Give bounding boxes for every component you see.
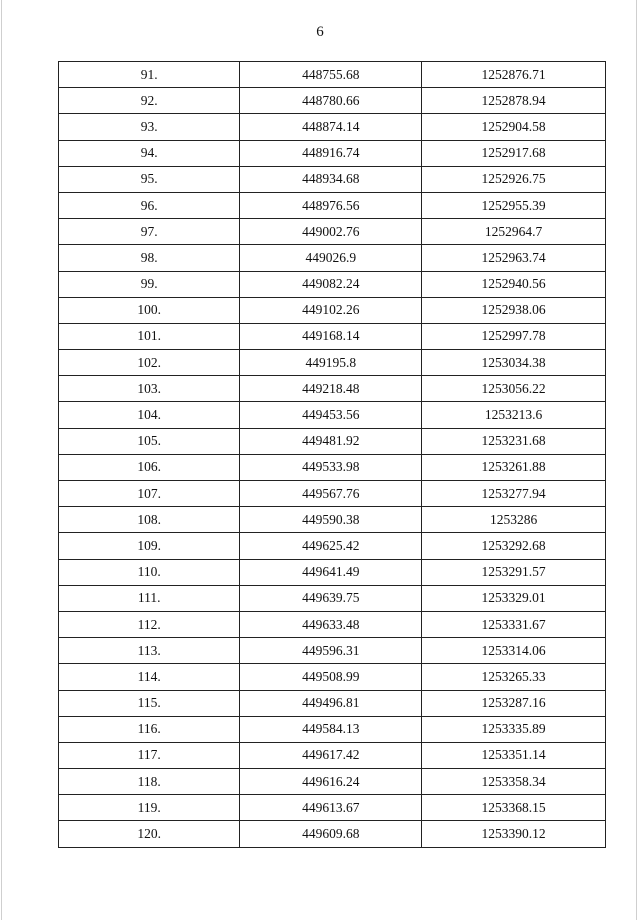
point-number-cell: 114. [59,664,240,690]
y-coordinate-cell: 1253390.12 [422,821,606,847]
table-row [59,716,606,742]
x-coordinate-cell: 448916.74 [240,140,422,166]
table-row [59,559,606,585]
x-coordinate-cell: 448780.66 [240,88,422,114]
point-number-cell: 99. [59,271,240,297]
point-number-cell: 112. [59,611,240,637]
table-row [59,690,606,716]
point-number-cell: 93. [59,114,240,140]
point-number-cell: 111. [59,585,240,611]
point-number-cell: 91. [59,62,240,88]
point-number-cell: 97. [59,219,240,245]
y-coordinate-cell: 1253231.68 [422,428,606,454]
point-number-cell: 94. [59,140,240,166]
x-coordinate-cell: 448976.56 [240,192,422,218]
x-coordinate-cell: 449195.8 [240,350,422,376]
y-coordinate-cell: 1252926.75 [422,166,606,192]
point-number-cell: 110. [59,559,240,585]
y-coordinate-cell: 1252940.56 [422,271,606,297]
point-number-cell: 101. [59,323,240,349]
x-coordinate-cell: 449026.9 [240,245,422,271]
table-row [59,664,606,690]
table-row [59,611,606,637]
y-coordinate-cell: 1252878.94 [422,88,606,114]
y-coordinate-cell: 1253351.14 [422,742,606,768]
table-row [59,742,606,768]
x-coordinate-cell: 449633.48 [240,611,422,637]
x-coordinate-cell: 449613.67 [240,795,422,821]
table-row [59,114,606,140]
y-coordinate-cell: 1252938.06 [422,297,606,323]
point-number-cell: 102. [59,350,240,376]
point-number-cell: 92. [59,88,240,114]
x-coordinate-cell: 449584.13 [240,716,422,742]
point-number-cell: 105. [59,428,240,454]
y-coordinate-cell: 1253056.22 [422,376,606,402]
x-coordinate-cell: 449590.38 [240,507,422,533]
coordinates-table [58,61,606,848]
x-coordinate-cell: 449002.76 [240,219,422,245]
table-row [59,219,606,245]
table-row [59,376,606,402]
x-coordinate-cell: 449102.26 [240,297,422,323]
coordinates-table-body [59,62,606,848]
x-coordinate-cell: 449496.81 [240,690,422,716]
x-coordinate-cell: 449641.49 [240,559,422,585]
point-number-cell: 115. [59,690,240,716]
table-row [59,166,606,192]
y-coordinate-cell: 1253368.15 [422,795,606,821]
table-row [59,402,606,428]
x-coordinate-cell: 449609.68 [240,821,422,847]
table-row [59,297,606,323]
table-row [59,795,606,821]
table-row [59,481,606,507]
y-coordinate-cell: 1253277.94 [422,481,606,507]
x-coordinate-cell: 449508.99 [240,664,422,690]
point-number-cell: 116. [59,716,240,742]
point-number-cell: 107. [59,481,240,507]
y-coordinate-cell: 1253213.6 [422,402,606,428]
y-coordinate-cell: 1252964.7 [422,219,606,245]
point-number-cell: 119. [59,795,240,821]
point-number-cell: 117. [59,742,240,768]
point-number-cell: 95. [59,166,240,192]
point-number-cell: 106. [59,454,240,480]
x-coordinate-cell: 449168.14 [240,323,422,349]
table-row [59,428,606,454]
y-coordinate-cell: 1252955.39 [422,192,606,218]
left-scan-edge [1,0,2,920]
table-row [59,638,606,664]
page-number: 6 [316,24,324,40]
x-coordinate-cell: 448755.68 [240,62,422,88]
table-row [59,533,606,559]
point-number-cell: 96. [59,192,240,218]
table-row [59,821,606,847]
y-coordinate-cell: 1253314.06 [422,638,606,664]
point-number-cell: 120. [59,821,240,847]
y-coordinate-cell: 1252876.71 [422,62,606,88]
x-coordinate-cell: 449533.98 [240,454,422,480]
y-coordinate-cell: 1253286 [422,507,606,533]
point-number-cell: 109. [59,533,240,559]
point-number-cell: 104. [59,402,240,428]
y-coordinate-cell: 1253292.68 [422,533,606,559]
y-coordinate-cell: 1252963.74 [422,245,606,271]
table-row [59,323,606,349]
point-number-cell: 100. [59,297,240,323]
right-scan-edge [636,0,637,920]
point-number-cell: 98. [59,245,240,271]
table-row [59,62,606,88]
x-coordinate-cell: 448874.14 [240,114,422,140]
y-coordinate-cell: 1252917.68 [422,140,606,166]
point-number-cell: 113. [59,638,240,664]
x-coordinate-cell: 449481.92 [240,428,422,454]
y-coordinate-cell: 1253329.01 [422,585,606,611]
y-coordinate-cell: 1252997.78 [422,323,606,349]
y-coordinate-cell: 1253331.67 [422,611,606,637]
table-row [59,454,606,480]
table-row [59,192,606,218]
y-coordinate-cell: 1253287.16 [422,690,606,716]
table-row [59,271,606,297]
y-coordinate-cell: 1252904.58 [422,114,606,140]
x-coordinate-cell: 449453.56 [240,402,422,428]
x-coordinate-cell: 449082.24 [240,271,422,297]
x-coordinate-cell: 449617.42 [240,742,422,768]
y-coordinate-cell: 1253265.33 [422,664,606,690]
x-coordinate-cell: 449218.48 [240,376,422,402]
table-row [59,140,606,166]
table-row [59,507,606,533]
x-coordinate-cell: 449596.31 [240,638,422,664]
table-row [59,245,606,271]
y-coordinate-cell: 1253335.89 [422,716,606,742]
point-number-cell: 118. [59,769,240,795]
y-coordinate-cell: 1253034.38 [422,350,606,376]
y-coordinate-cell: 1253261.88 [422,454,606,480]
x-coordinate-cell: 449567.76 [240,481,422,507]
point-number-cell: 103. [59,376,240,402]
x-coordinate-cell: 449639.75 [240,585,422,611]
x-coordinate-cell: 449616.24 [240,769,422,795]
point-number-cell: 108. [59,507,240,533]
x-coordinate-cell: 448934.68 [240,166,422,192]
x-coordinate-cell: 449625.42 [240,533,422,559]
table-row [59,350,606,376]
table-row [59,769,606,795]
y-coordinate-cell: 1253358.34 [422,769,606,795]
y-coordinate-cell: 1253291.57 [422,559,606,585]
table-row [59,88,606,114]
table-row [59,585,606,611]
